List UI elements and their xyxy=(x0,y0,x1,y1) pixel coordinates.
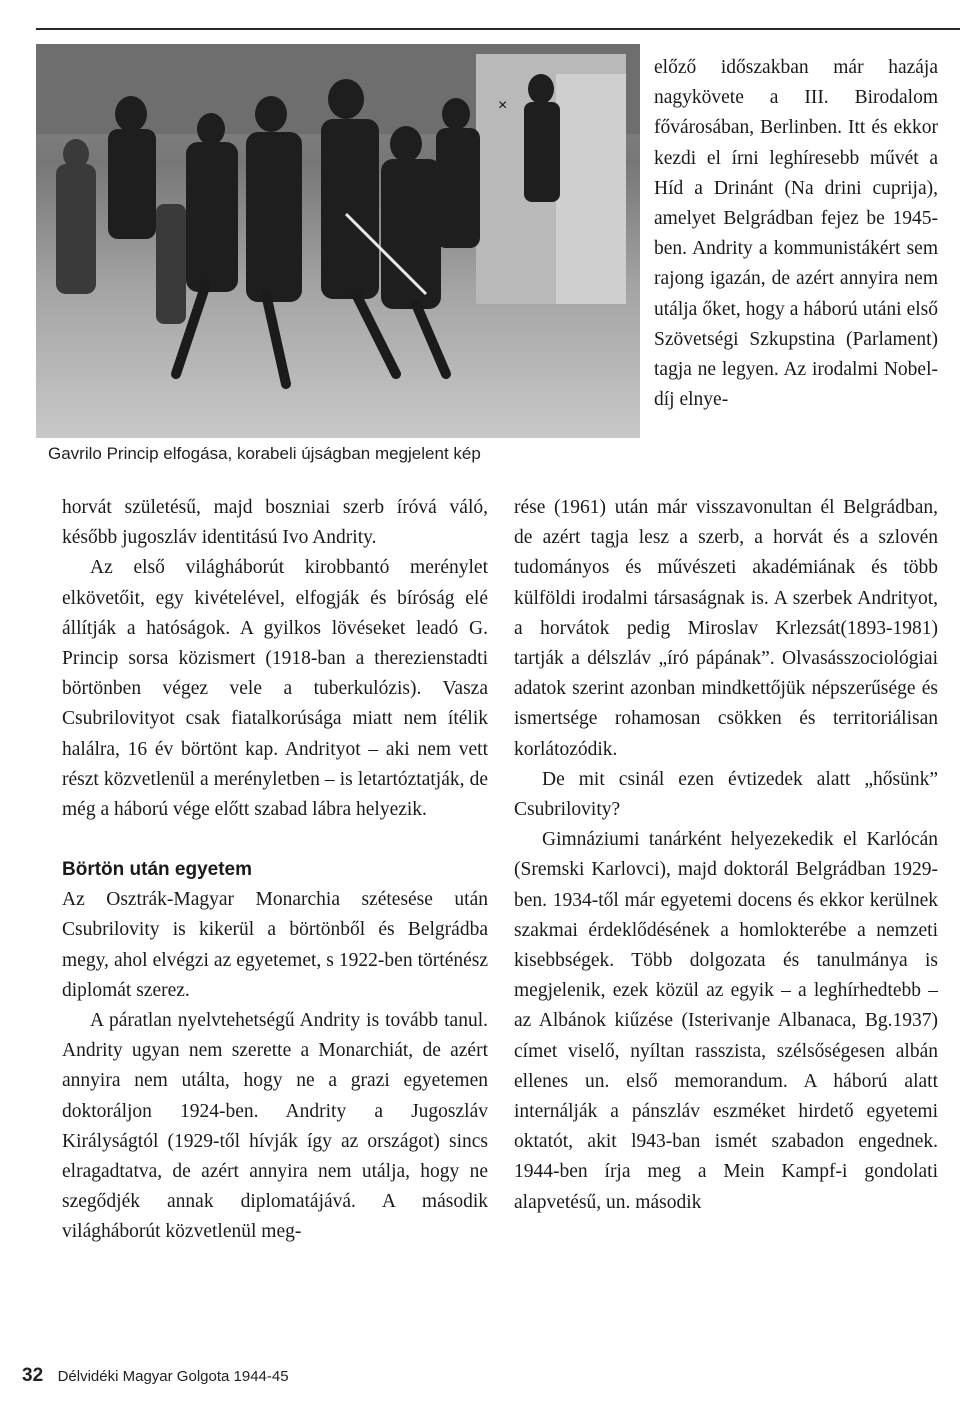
paragraph: A páratlan nyelvtehetségű Andrity is tovább tanul. Andrity ugyan nem szerette a Monarchiát, de azért annyira nem utálta, hogy ne a grazi egyetemen doktoráljon 1924-ben. Andrity a Jugoszláv Királyságtól (1929-től hívják így az országot) sincs elragadtatva, de azért annyira nem utálja, hogy ne szegődjék annak diplomatájává. A második világháborút közvetlenül meg- xyxy=(62,1010,488,1243)
historical-photo xyxy=(36,44,640,438)
left-column xyxy=(62,493,488,1248)
paragraph: horvát születésű, majd boszniai szerb íróvá váló, később jugoszláv identitású Ivo Andrity. xyxy=(62,497,488,549)
right-column-bottom xyxy=(514,493,938,1218)
page-number: 32 xyxy=(22,1365,44,1386)
paragraph: Az Osztrák-Magyar Monarchia szétesése után Csubrilovity is kikerül a börtönből és Belgrádba megy, ahol elvégzi az egyetemet, s 1922-ben történész diplomát szerez. xyxy=(62,889,488,1001)
paragraph: Az első világháborút kirobbantó merénylet elkövetőit, egy kivételével, elfogják és bíróság elé állítják a hatóságok. A gyilkos lövéseket leadó G. Princip sorsa közismert (1918-ban a therezienstadti börtönben végez vele a tuberkulózis). Vasza Csubrilovityot csak fiatalkorúsága miatt nem ítélik halálra, 16 év börtönt kap. Andrityot – aki nem vett részt közvetlenül a merényletben – is letartóztatják, de még a háború vége előtt szabad lábra helyezik. xyxy=(62,557,488,821)
paragraph: rése (1961) után már visszavonultan él Belgrádban, de azért tagja lesz a szerb, a horvát és a szlovén tudományos és művészeti akadémiának és több külföldi irodalmi társaságnak is. A szerbek Andrityot, a horvátok pedig Miroslav Krlezsát(1893-1981) tartják a délszláv „író pápának”. Olvasásszociológiai adatok szerint azonban mindkettőjük népszerűsége és ismertsége rohamosan csökken és territoriálisan korlátozódik. xyxy=(514,497,938,760)
photo-caption: Gavrilo Princip elfogása, korabeli újságban megjelent kép xyxy=(48,444,481,463)
page-footer xyxy=(22,1365,289,1387)
section-heading: Börtön után egyetem xyxy=(62,859,253,881)
paragraph: előző időszakban már hazája nagykövete a III. Birodalom fővárosában, Berlinben. Itt és ekkor kezdi el írni leghíresebb művét a Híd a Drinánt (Na drini cuprija), amelyet Belgrádban fejez be 1945-ben. Andrity a kommunistákért sem rajong igazán, de azért annyira nem utálja őket, hogy a háború utáni első Szövetségi Szkupstina (Parlament) tagja ne legyen. Az irodalmi Nobel-díj elnye- xyxy=(654,57,938,411)
publication-title: Délvidéki Magyar Golgota 1944-45 xyxy=(57,1368,289,1385)
svg-text:×: × xyxy=(498,97,508,114)
top-rule xyxy=(36,28,960,30)
paragraph: De mit csinál ezen évtizedek alatt „hősünk” Csubrilovity? xyxy=(514,768,938,821)
right-column-top xyxy=(654,53,938,415)
arrest-scene-illustration xyxy=(36,44,640,438)
paragraph: Gimnáziumi tanárként helyezekedik el Karlócán (Sremski Karlovci), majd doktorál Belgrádban 1929-ben. 1934-től már egyetemi docens és ekkor kerülnek szakmai érdeklődésének a homlokterébe a nemzeti kisebbségek. Több dolgozata és tanulmánya is megjelenik, ezek közül az egyik – a leghírhedtebb – az Albánok kiűzése (Isterivanje Albanaca, Bg.1937) címet viselő, nyíltan rasszista, szélsőségesen albán ellenes un. első memorandum. A háború alatt internálják a pánszláv eszméket hirdető egyetemi oktatót, akit l943-ban ismét szabadon engednek. 1944-ben írja meg a Mein Kampf-i gondolati alapvetésű, un. második xyxy=(514,829,938,1213)
